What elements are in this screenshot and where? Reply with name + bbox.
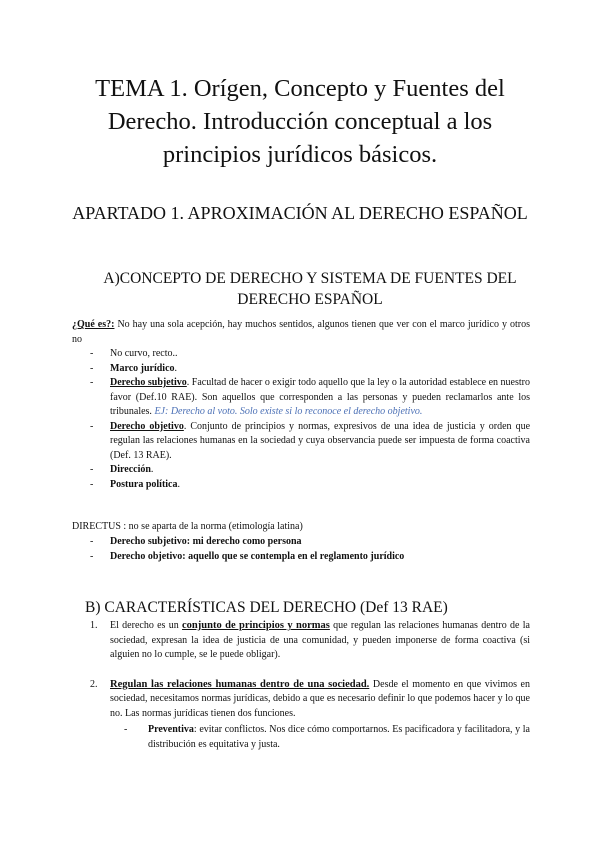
item-text: El derecho es un bbox=[110, 620, 183, 631]
item-label: Dirección bbox=[110, 464, 151, 475]
section-b-letter: B) bbox=[85, 599, 101, 616]
item-label: Preventiva bbox=[148, 724, 194, 735]
item-label: Derecho subjetivo bbox=[110, 377, 187, 388]
list-item: - No curvo, recto.. bbox=[90, 348, 178, 359]
lead-label: ¿Qué es?: bbox=[72, 319, 115, 330]
list-item: - Preventiva: evitar conflictos. Nos dice cómo comportarnos. Es pacificadora y facilitadora, y la distribución es equitativa y justa. bbox=[124, 724, 530, 750]
directus-paragraph bbox=[72, 520, 530, 535]
item-text: que regulan las relaciones humanas dentro de la sociedad, expresan la idea de justicia de una comunidad, y pueden imponerse de forma coactiva (si alguien no lo cumple, se le puede obligar). bbox=[110, 620, 530, 660]
lead-paragraph bbox=[72, 318, 530, 347]
item-text: Desde el momento en que vivimos en sociedad, necesitamos normas jurídicas, debido a que es necesario definir lo que podemos hacer y lo que no. Las normas jurídicas tienen dos funciones. bbox=[110, 678, 530, 719]
item-text: . Facultad de hacer o exigir todo aquello que la ley o la autoridad establece en nuestro favor (Def.10 RAE). Son aquellos que corresponden a las personas y pueden reclamarlos ante los tribunales. bbox=[110, 377, 531, 417]
list-item bbox=[72, 678, 530, 753]
list-item bbox=[72, 619, 530, 663]
document-title: TEMA 1. Orígen, Concepto y Fuentes del Derecho. Introducción conceptual a los principios jurídicos básicos. bbox=[95, 75, 505, 168]
item-text: Derecho subjetivo: mi derecho como persona bbox=[110, 536, 302, 547]
item-text: . Conjunto de principios y normas, expresivos de una idea de justicia y orden que regulan las relaciones humanas en la sociedad y cuya observancia puede ser impuesta de forma coactiva (Def. 13 RAE). bbox=[110, 420, 531, 461]
list-item: - Marco jurídico. bbox=[90, 362, 178, 374]
item-text: : evitar conflictos. Nos dice cómo comportarnos. Es pacificadora y facilitadora, y la distribución es equitativa y justa. bbox=[148, 724, 530, 750]
functions-list bbox=[110, 723, 530, 752]
definitions-list bbox=[90, 347, 530, 492]
section-a-title: CONCEPTO DE DERECHO Y SISTEMA DE FUENTES DEL DERECHO ESPAÑOL bbox=[119, 270, 517, 308]
item-label: Derecho objetivo bbox=[110, 420, 184, 432]
section-a-letter: A) bbox=[103, 270, 120, 287]
item-text: No curvo, recto.. bbox=[110, 348, 178, 359]
lead-text: No hay una sola acepción, hay muchos sentidos, algunos tienen que ver con el marco jurídico y otros no bbox=[72, 319, 530, 345]
apartado-heading: APARTADO 1. APROXIMACIÓN AL DERECHO ESPAÑOL bbox=[72, 203, 528, 223]
directus-text: : no se aparta de la norma (etimología latina) bbox=[123, 521, 303, 532]
section-b-title: CARACTERÍSTICAS DEL DERECHO (Def 13 RAE) bbox=[104, 599, 448, 616]
characteristics-list bbox=[72, 619, 530, 752]
directus-label: DIRECTUS bbox=[72, 521, 121, 532]
item-number: 2. bbox=[90, 678, 98, 690]
item-example: EJ: Derecho al voto. Solo existe si lo reconoce el derecho objetivo. bbox=[154, 406, 423, 417]
item-label: Postura política bbox=[110, 478, 178, 490]
list-item: - Dirección. bbox=[90, 464, 154, 475]
directus-list bbox=[90, 535, 530, 564]
list-item: - Derecho subjetivo. Facultad de hacer o exigir todo aquello que la ley o la autoridad establece en nuestro favor (Def.10 RAE). Son aquellos que corresponden a las personas y pueden reclamarlos ante los tribunales. EJ: Derecho al voto. Solo existe si lo reconoce el derecho objetivo. bbox=[90, 377, 531, 417]
list-item: - Postura política. bbox=[90, 478, 180, 490]
list-item: - Derecho subjetivo: mi derecho como persona bbox=[90, 536, 302, 547]
item-emphasis: conjunto de principios y normas bbox=[182, 620, 330, 631]
item-number: 1. bbox=[90, 620, 98, 631]
list-item: - Derecho objetivo. Conjunto de principios y normas, expresivos de una idea de justicia y orden que regulan las relaciones humanas en la sociedad y cuya observancia puede ser impuesta de forma coactiva (Def. 13 RAE). bbox=[90, 420, 531, 461]
section-a-heading bbox=[80, 268, 540, 310]
item-emphasis: Regulan las relaciones humanas dentro de una sociedad. bbox=[110, 678, 370, 690]
item-label: Marco jurídico bbox=[110, 362, 175, 374]
item-text: Derecho objetivo: aquello que se contempla en el reglamento jurídico bbox=[110, 550, 405, 562]
list-item: - Derecho objetivo: aquello que se contempla en el reglamento jurídico bbox=[90, 550, 405, 562]
section-b-heading bbox=[85, 597, 465, 618]
